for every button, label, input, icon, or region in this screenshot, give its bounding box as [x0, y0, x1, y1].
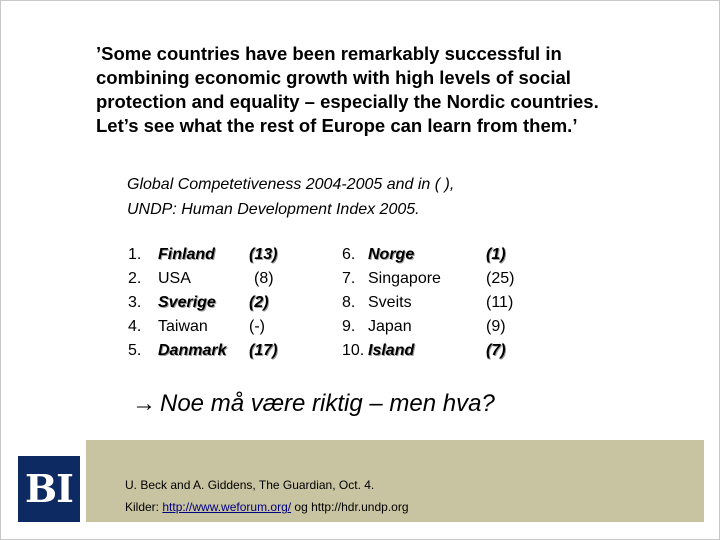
hdi-rank: (25)	[486, 270, 515, 287]
hdi-rank: (1)	[486, 246, 506, 263]
hdi-rank: (13)	[249, 246, 278, 263]
country-name: Singapore	[368, 270, 441, 287]
rank-number: 7.	[342, 270, 356, 287]
bi-logo	[18, 456, 80, 522]
citation-line: U. Beck and A. Giddens, The Guardian, Oct. 4.	[125, 478, 375, 492]
rank-number: 9.	[342, 318, 356, 335]
country-name: Danmark	[158, 342, 227, 359]
hdi-ranks-left	[249, 243, 277, 363]
subtitle-line-1: Global Competetiveness 2004-2005 and in ( ),	[127, 176, 455, 193]
country-name: Japan	[368, 318, 412, 335]
rank-numbers-left	[128, 243, 141, 363]
country-name: Sveits	[368, 294, 412, 311]
hdi-rank: (9)	[486, 318, 506, 335]
hdi-rank: (2)	[249, 294, 269, 311]
quote-line: ’Some countries have been remarkably successful in	[96, 43, 562, 64]
bi-logo-text: BI	[25, 466, 73, 511]
quote-line: Let’s see what the rest of Europe can learn from them.’	[96, 115, 578, 136]
country-name: Taiwan	[158, 318, 208, 335]
conclusion-line	[132, 388, 495, 420]
hdi-ranks-right	[486, 243, 514, 363]
quote-line: combining economic growth with high levels of social	[96, 67, 571, 88]
sources-line	[125, 496, 409, 518]
hdi-rank: (-)	[249, 318, 265, 335]
rank-number: 5.	[128, 342, 142, 359]
rank-countries-left	[158, 243, 226, 363]
rank-number: 10.	[342, 342, 365, 359]
hdi-rank: (7)	[486, 342, 506, 359]
rank-numbers-right	[342, 243, 364, 363]
ranking-subtitle	[127, 172, 454, 222]
rank-number: 8.	[342, 294, 356, 311]
rank-number: 3.	[128, 294, 142, 311]
country-name: Finland	[158, 246, 215, 263]
rank-number: 4.	[128, 318, 142, 335]
country-name: Island	[368, 342, 415, 359]
hdi-rank: (8)	[254, 270, 274, 287]
rank-number: 2.	[128, 270, 142, 287]
rank-number: 6.	[342, 246, 356, 263]
country-name: Norge	[368, 246, 415, 263]
country-name: USA	[158, 270, 191, 287]
hdi-rank: (17)	[249, 342, 278, 359]
quote-block	[96, 42, 696, 138]
hdi-rank: (11)	[486, 294, 514, 311]
footer-credits	[125, 474, 409, 518]
rank-number: 1.	[128, 246, 142, 263]
conclusion-text: Noe må være riktig – men hva?	[160, 390, 495, 417]
quote-line: protection and equality – especially the Nordic countries.	[96, 91, 599, 112]
sources-connector: og	[291, 500, 312, 514]
rank-countries-right	[368, 243, 441, 363]
weforum-link[interactable]: http://www.weforum.org/	[162, 500, 292, 514]
country-name: Sverige	[158, 294, 216, 311]
undp-source-text: http://hdr.undp.org	[311, 500, 409, 514]
sources-label: Kilder:	[125, 500, 163, 514]
arrow-right-icon: →	[132, 390, 156, 417]
subtitle-line-2: UNDP: Human Development Index 2005.	[127, 201, 420, 218]
